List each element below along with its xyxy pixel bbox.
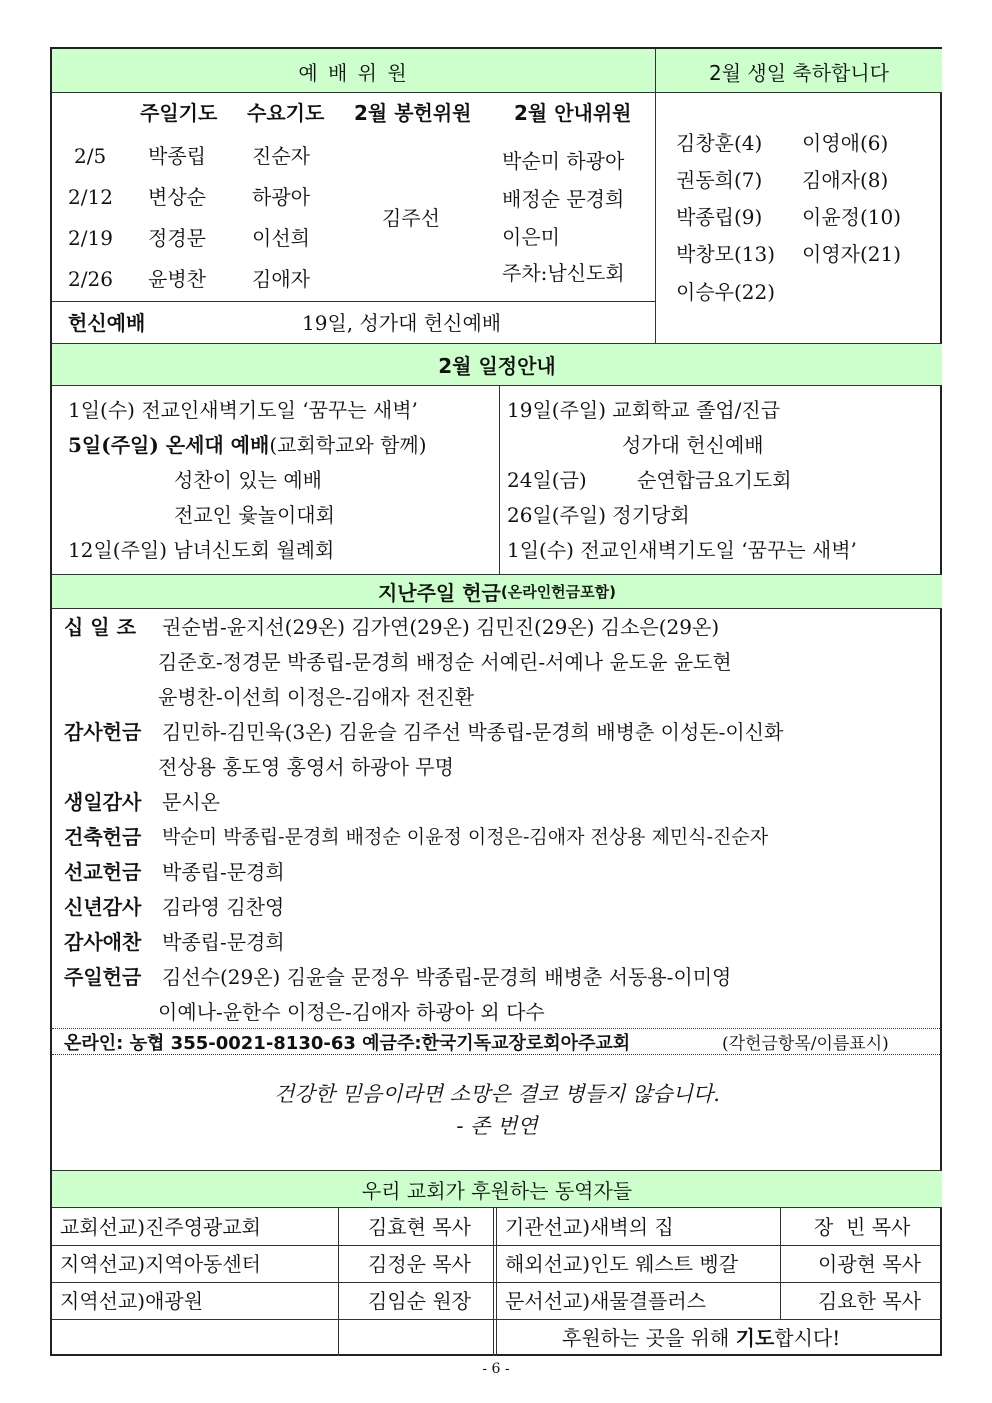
online-account: 온라인: 농협 355-0021-8130-63 예금주:한국기독교장로회아주교회 [64, 1033, 631, 1054]
pray-message: 후원하는 곳을 위해 기도합시다! [562, 1326, 841, 1350]
schedule-item: 12일(주일) 남녀신도회 월례회 [68, 538, 335, 562]
offering-label: 십 일 조 [64, 615, 136, 639]
support-person: 장 빈 목사 [814, 1215, 911, 1239]
usher-line: 박순미 하광아 [502, 149, 625, 173]
support-place: 기관선교)새벽의 집 [505, 1215, 674, 1239]
offering-line: 박종립-문경희 [162, 860, 285, 884]
schedule-item: 24일(금) [507, 468, 587, 492]
support-place: 해외선교)인도 웨스트 벵갈 [505, 1252, 739, 1276]
bulletin-page [50, 47, 942, 1356]
offering-line: 박순미 박종립-문경희 배정순 이윤정 이정은-김애자 전상용 제민식-진순자 [162, 826, 769, 848]
birthday-name: 이승우(22) [676, 280, 776, 304]
date-cell: 2/19 [68, 226, 113, 250]
sunday-prayer: 변상순 [148, 185, 206, 209]
sunday-prayer: 박종립 [148, 144, 206, 168]
date-cell: 2/5 [74, 144, 107, 168]
schedule-item: 성찬이 있는 예배 [174, 468, 322, 492]
offering-line: 김라영 김찬영 [162, 895, 285, 919]
support-person: 김효현 목사 [368, 1215, 471, 1239]
schedule-item: 1일(수) 전교인새벽기도일 ‘꿈꾸는 새벽’ [507, 538, 857, 562]
offering-line: 문시온 [162, 790, 220, 814]
schedule-item: 26일(주일) 정기당회 [507, 503, 690, 527]
date-cell: 2/12 [68, 185, 113, 209]
offering-label: 신년감사 [64, 895, 142, 919]
schedule-item: 순연합금요기도회 [637, 468, 792, 492]
support-header: 우리 교회가 후원하는 동역자들 [52, 1170, 942, 1208]
schedule-item: 성가대 헌신예배 [622, 433, 764, 457]
page-number: - 6 - [482, 1361, 510, 1377]
worship-header: 예 배 위 원 [52, 49, 655, 93]
offering-label: 건축헌금 [64, 825, 142, 849]
usher-line: 배정순 문경희 [502, 187, 625, 211]
wed-prayer: 이선희 [252, 226, 310, 250]
birthday-name: 박창모(13) [676, 242, 776, 266]
schedule-item: 5일(주일) 온세대 예배(교회학교와 함께) [68, 433, 427, 457]
offering-line: 전상용 홍도영 홍영서 하광아 무명 [158, 755, 454, 779]
schedule-header: 2월 일정안내 [52, 343, 942, 386]
date-cell: 2/26 [68, 267, 113, 291]
sunday-prayer: 윤병찬 [148, 267, 206, 291]
devotion-label: 헌신예배 [68, 311, 146, 335]
birthday-name: 이영자(21) [802, 242, 902, 266]
support-place: 문서선교)새물결플러스 [505, 1289, 707, 1313]
offering-line: 윤병찬-이선희 이정은-김애자 전진환 [158, 685, 475, 709]
quote-author: - 존 번연 [456, 1114, 538, 1138]
offering-label: 선교헌금 [64, 860, 142, 884]
online-note: (각헌금항목/이름표시) [722, 1034, 889, 1054]
offering-label: 감사헌금 [64, 720, 142, 744]
birthday-header: 2월 생일 축하합니다 [655, 49, 942, 93]
offering-line: 김민하-김민욱(3온) 김윤슬 김주선 박종립-문경희 배병춘 이성돈-이신화 [162, 720, 784, 744]
offering-label: 주일헌금 [64, 965, 142, 989]
quote-box [52, 1079, 942, 1143]
usher-line: 이은미 [502, 225, 560, 249]
schedule-item: 19일(주일) 교회학교 졸업/진급 [507, 398, 781, 422]
offering-line: 김준호-정경문 박종립-문경희 배정순 서예린-서예나 윤도윤 윤도현 [158, 650, 732, 674]
col-offering: 2월 봉헌위원 [354, 101, 472, 125]
support-person: 김정운 목사 [368, 1252, 471, 1276]
wed-prayer: 김애자 [252, 267, 310, 291]
offering-line: 권순범-윤지선(29온) 김가연(29온) 김민진(29온) 김소은(29온) [162, 615, 720, 639]
support-place: 지역선교)애광원 [60, 1289, 204, 1313]
col-usher: 2월 안내위원 [514, 101, 632, 125]
offering-member: 김주선 [382, 206, 440, 230]
offering-label: 감사애찬 [64, 930, 142, 954]
birthday-name: 김창훈(4) [676, 131, 763, 155]
birthday-name: 김애자(8) [802, 168, 889, 192]
quote-text: 건강한 믿음이라면 소망은 결코 병들지 않습니다. [274, 1082, 720, 1106]
col-sunday-prayer: 주일기도 [140, 101, 218, 125]
col-wed-prayer: 수요기도 [247, 101, 325, 125]
offering-line: 이예나-윤한수 이정은-김애자 하광아 외 다수 [158, 1000, 545, 1024]
usher-line: 주차:남신도회 [502, 261, 625, 285]
birthday-name: 이영애(6) [802, 131, 889, 155]
support-person: 김임순 원장 [368, 1289, 471, 1313]
offering-line: 김선수(29온) 김윤슬 문정우 박종립-문경희 배병춘 서동용-이미영 [162, 965, 732, 989]
devotion-text: 19일, 성가대 헌신예배 [302, 311, 502, 335]
support-person: 김요한 목사 [818, 1289, 921, 1313]
birthday-name: 이윤정(10) [802, 205, 902, 229]
schedule-item: 1일(수) 전교인새벽기도일 ‘꿈꾸는 새벽’ [68, 398, 418, 422]
wed-prayer: 하광아 [252, 185, 310, 209]
support-person: 이광현 목사 [818, 1252, 921, 1276]
schedule-item: 전교인 윷놀이대회 [174, 503, 335, 527]
sunday-prayer: 정경문 [148, 226, 206, 250]
birthday-name: 박종립(9) [676, 205, 763, 229]
birthday-name: 권동희(7) [676, 168, 763, 192]
offering-label: 생일감사 [64, 790, 142, 814]
support-place: 지역선교)지역아동센터 [60, 1252, 262, 1276]
wed-prayer: 진순자 [252, 144, 310, 168]
offering-line: 박종립-문경희 [162, 930, 285, 954]
offerings-header: 지난주일 헌금 (온라인헌금포함) [52, 574, 942, 609]
support-place: 교회선교)진주영광교회 [60, 1215, 262, 1239]
